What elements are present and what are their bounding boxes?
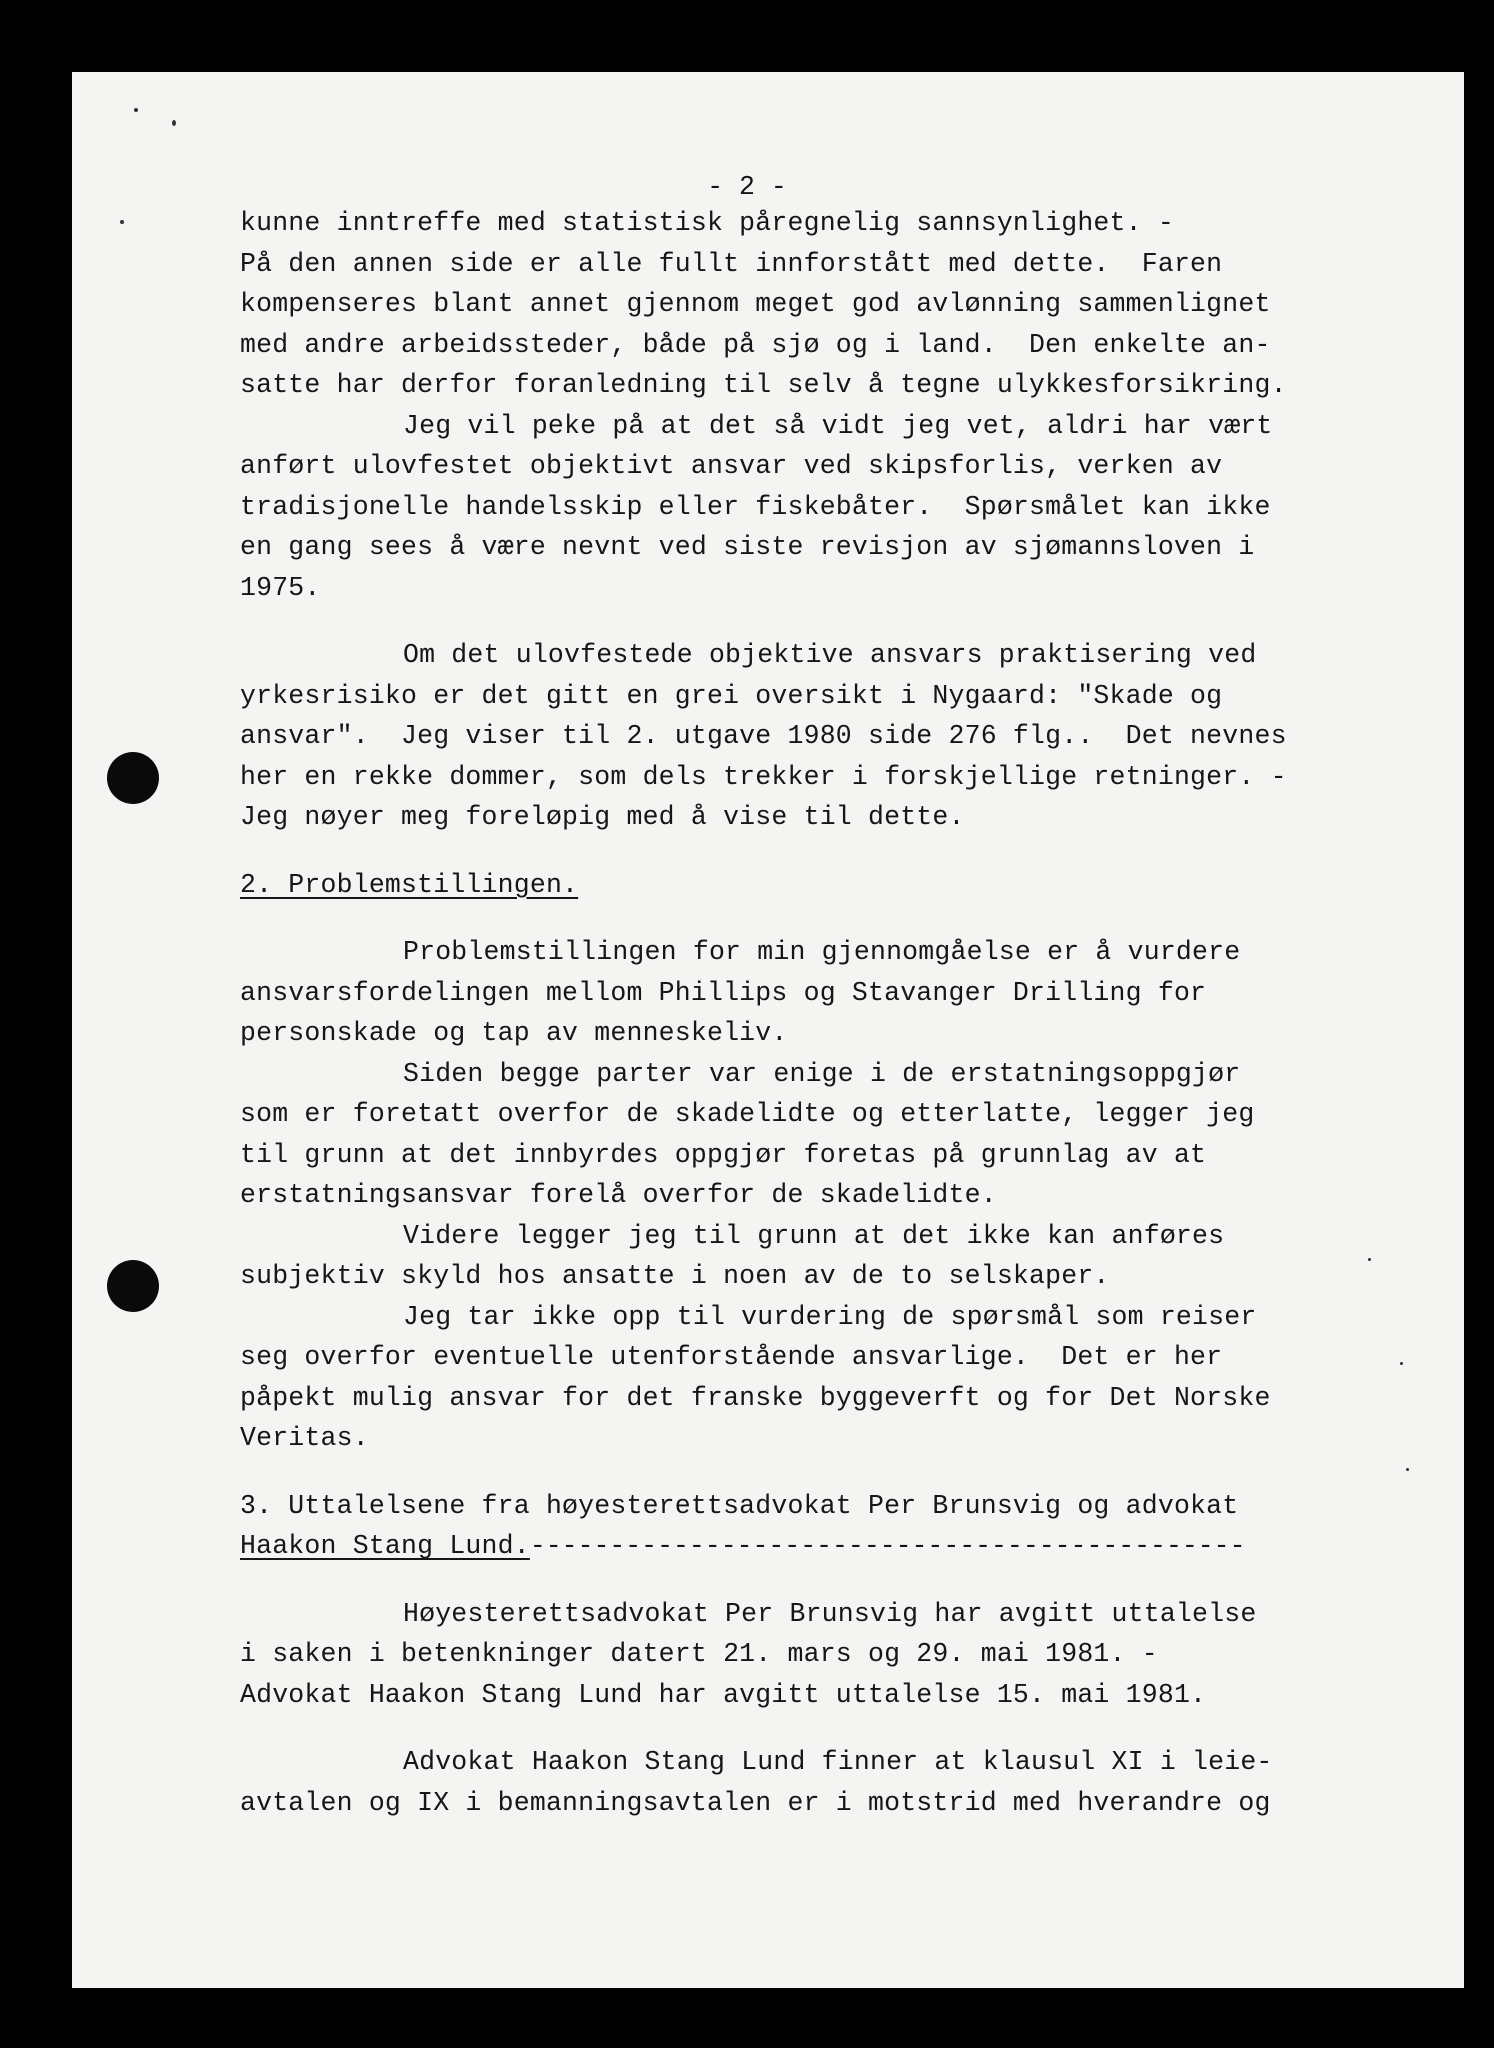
text-line: anført ulovfestet objektivt ansvar ved skipsforlis, verken av	[240, 451, 1223, 481]
text-line: Om det ulovfestede objektive ansvars praktisering ved	[403, 640, 1257, 670]
text-line: Siden begge parter var enige i de erstatningsoppgjør	[403, 1058, 1241, 1089]
paragraph-settlements	[240, 1054, 1370, 1216]
text-line: satte har derfor foranledning til selv å tegne ulykkesforsikring.	[240, 370, 1287, 400]
text-line: yrkesrisiko er det gitt en grei oversikt i Nygaard: "Skade og	[240, 680, 1223, 711]
text-line: Jeg nøyer meg foreløpig med å vise til dette.	[240, 802, 965, 832]
paragraph-third-parties	[240, 1297, 1370, 1459]
section-heading-line: 3. Uttalelsene fra høyesterettsadvokat Per Brunsvig og advokat	[240, 1490, 1239, 1521]
scan-speck	[120, 220, 124, 224]
text-line: Advokat Haakon Stang Lund finner at klausul XI i leie-	[403, 1747, 1273, 1777]
section-heading-line	[240, 1526, 1370, 1567]
section-heading-uttalelsene	[240, 1486, 1370, 1567]
scan-speck	[134, 108, 138, 112]
text-line: kompenseres blant annet gjennom meget god avlønning sammenlignet	[240, 289, 1271, 319]
text-line: subjektiv skyld hos ansatte i noen av de to selskaper.	[240, 1261, 1110, 1291]
text-line: seg overfor eventuelle utenforstående ansvarlige. Det er her	[240, 1342, 1223, 1372]
punch-hole-bottom	[107, 1260, 159, 1312]
text-line: På den annen side er alle fullt innforstått med dette. Faren	[240, 248, 1223, 279]
text-line: tradisjonelle handelsskip eller fiskebåter. Spørsmålet kan ikke	[240, 491, 1271, 522]
section-heading-problemstillingen: 2. Problemstillingen.	[240, 869, 579, 900]
text-line: Høyesterettsadvokat Per Brunsvig har avgitt uttalelse	[403, 1598, 1257, 1629]
paragraph-statements-dates	[240, 1594, 1370, 1716]
text-line: Veritas.	[240, 1423, 369, 1453]
text-line: Jeg vil peke på at det så vidt jeg vet, aldri har vært	[403, 410, 1273, 441]
text-line: Jeg tar ikke opp til vurdering de spørsmål som reiser	[403, 1301, 1257, 1332]
text-line: påpekt mulig ansvar for det franske byggeverft og for Det Norske	[240, 1382, 1271, 1413]
text-line: til grunn at det innbyrdes oppgjør foretas på grunnlag av at	[240, 1139, 1207, 1170]
text-line: 1975.	[240, 572, 321, 603]
text-line: Videre legger jeg til grunn at det ikke kan anføres	[403, 1220, 1225, 1251]
text-line: ansvarsfordelingen mellom Phillips og Stavanger Drilling for	[240, 977, 1207, 1008]
text-line: avtalen og IX i bemanningsavtalen er i motstrid med hverandre og	[240, 1787, 1271, 1818]
text-line: Problemstillingen for min gjennomgåelse er å vurdere	[403, 937, 1241, 967]
document-body	[240, 170, 1370, 1823]
paragraph-shipwreck-liability	[240, 406, 1370, 609]
text-line: Advokat Haakon Stang Lund har avgitt uttalelse 15. mai 1981.	[240, 1679, 1207, 1710]
text-line: som er foretatt overfor de skadelidte og etterlatte, legger jeg	[240, 1099, 1255, 1129]
paragraph-problem-statement	[240, 932, 1370, 1054]
scan-speck	[1400, 1362, 1403, 1365]
paragraph-nygaard-reference	[240, 635, 1370, 838]
text-line: kunne inntreffe med statistisk påregnelig sannsynlighet. -	[240, 208, 1174, 238]
section-heading-underlined: Haakon Stang Lund.	[240, 1531, 530, 1561]
text-line: erstatningsansvar forelå overfor de skadelidte.	[240, 1180, 997, 1210]
paragraph-clause-conflict	[240, 1742, 1370, 1823]
text-line: ansvar". Jeg viser til 2. utgave 1980 side 276 flg.. Det nevnes	[240, 721, 1287, 751]
paragraph-risk-compensation	[240, 203, 1370, 406]
text-line: med andre arbeidssteder, både på sjø og i land. Den enkelte an-	[240, 329, 1271, 360]
text-line: i saken i betenkninger datert 21. mars og 29. mai 1981. -	[240, 1639, 1158, 1669]
text-line: personskade og tap av menneskeliv.	[240, 1018, 788, 1048]
scan-speck	[1406, 1468, 1409, 1471]
paragraph-subjective-fault	[240, 1216, 1370, 1297]
scan-speck	[172, 120, 176, 126]
text-line: her en rekke dommer, som dels trekker i forskjellige retninger. -	[240, 761, 1287, 792]
page-number: - 2 -	[707, 172, 787, 202]
text-line: en gang sees å være nevnt ved siste revisjon av sjømannsloven i	[240, 532, 1255, 562]
punch-hole-top	[107, 752, 159, 804]
section-heading-rule: ---------------------------------------------	[529, 1531, 1246, 1561]
